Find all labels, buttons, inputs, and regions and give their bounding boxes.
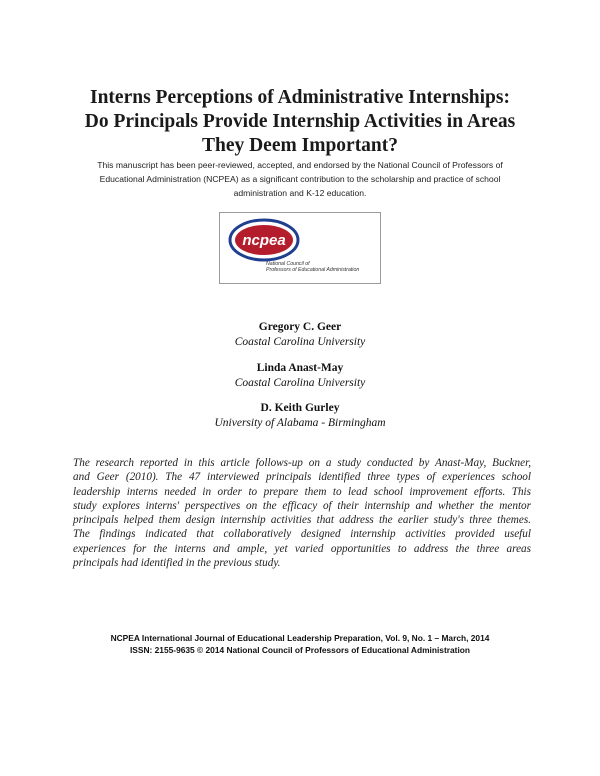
- title-line-3: They Deem Important?: [201, 135, 399, 157]
- journal-citation: NCPEA International Journal of Educational Leadership Preparation, Vol. 9, No. 1 – March, 2014: [110, 633, 490, 643]
- abstract-line: principals helped them design internship activities that address the earlier study's three themes.: [73, 514, 531, 527]
- peer-review-statement: [75, 158, 525, 200]
- ncpea-logo: [219, 212, 381, 284]
- author-name: Gregory C. Geer: [258, 321, 342, 333]
- author-name: D. Keith Gurley: [260, 402, 340, 414]
- statement-line-2: Educational Administration (NCPEA) as a significant contribution to the scholarship and practice of school: [99, 174, 501, 184]
- journal-footer: [60, 632, 540, 656]
- author-block-2: [100, 361, 500, 391]
- abstract: [73, 456, 531, 570]
- logo-wordmark: ncpea: [242, 232, 286, 249]
- statement-line-1: This manuscript has been peer-reviewed, accepted, and endorsed by the National Council of Professors of: [97, 160, 503, 170]
- author-block-3: [100, 401, 500, 431]
- author-block-1: [100, 320, 500, 350]
- author-affiliation: University of Alabama - Birmingham: [214, 417, 386, 429]
- article-title: [40, 86, 560, 158]
- author-affiliation: Coastal Carolina University: [234, 336, 366, 348]
- abstract-line: principals had identified in the previous study.: [73, 557, 281, 570]
- abstract-line: leadership interns needed in order to prepare them to lead school improvement efforts. This: [73, 485, 531, 498]
- abstract-line: and Geer (2010). The 47 interviewed principals identified three types of experiences school: [73, 471, 531, 484]
- author-affiliation: Coastal Carolina University: [234, 377, 366, 389]
- statement-line-3: administration and K-12 education.: [233, 188, 367, 198]
- logo-caption-line-2: Professors of Educational Administration: [266, 267, 360, 273]
- ncpea-logo-graphic: [220, 213, 380, 283]
- abstract-line: The research reported in this article follows-up on a study conducted by Anast-May, Buckner,: [73, 457, 531, 469]
- title-line-1: Interns Perceptions of Administrative Internships:: [90, 87, 510, 109]
- logo-caption-line-1: National Council of: [266, 261, 310, 267]
- author-name: Linda Anast-May: [256, 362, 344, 374]
- title-line-2: Do Principals Provide Internship Activities in Areas: [84, 111, 516, 133]
- issn-copyright: ISSN: 2155-9635 © 2014 National Council of Professors of Educational Administration: [129, 645, 470, 655]
- abstract-line: The findings indicated that collaboratively designed internship activities provided useful: [73, 528, 531, 541]
- abstract-line: experiences for the interns and ample, yet varied opportunities to address the three areas: [73, 542, 531, 555]
- abstract-line: study explores interns' perspectives on the efficacy of their internship and whether the mentor: [73, 499, 531, 512]
